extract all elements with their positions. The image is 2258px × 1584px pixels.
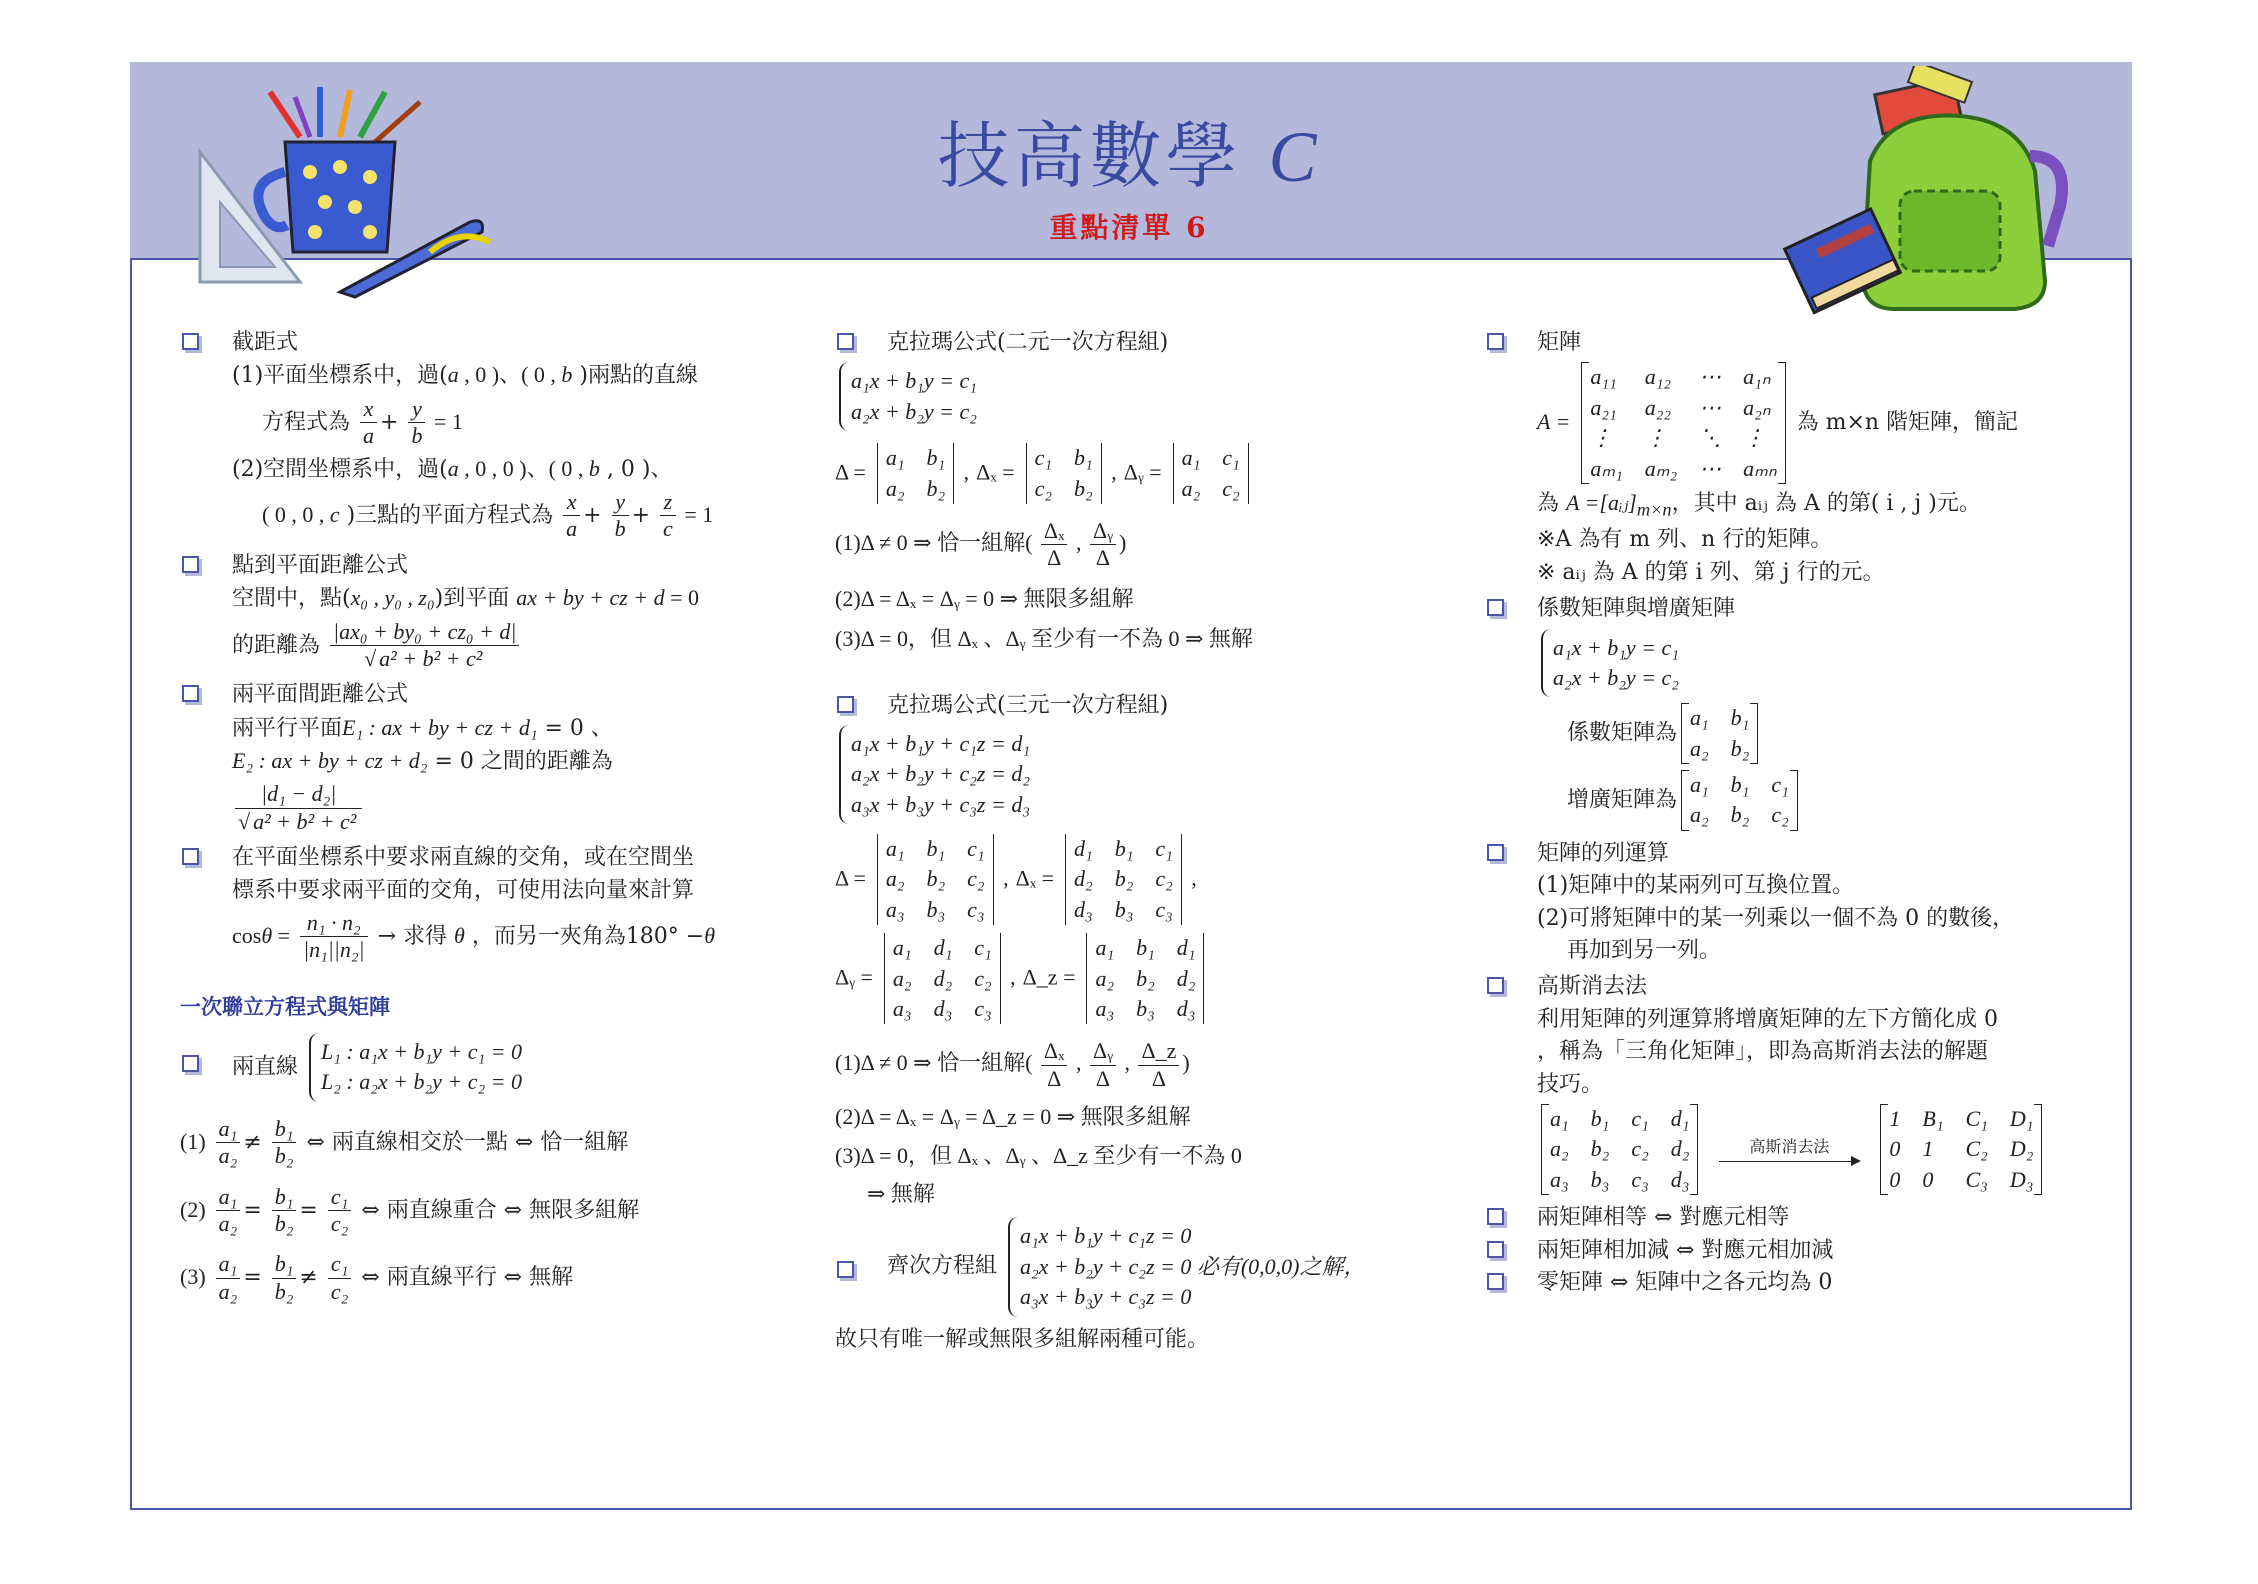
- matrix-entry: d₂: [1176, 965, 1196, 991]
- bullet-icon: [1487, 1241, 1504, 1258]
- matrix-entry: c₁: [1771, 772, 1789, 798]
- matrix-entry: a₂₁: [1590, 394, 1617, 420]
- matrix-entry: c₃: [967, 896, 985, 922]
- matrix-entry: a₂: [1550, 1136, 1569, 1162]
- matrix-coef: [1690, 705, 1749, 762]
- matrix-entry: b₂: [1730, 735, 1750, 761]
- row-operations-item: 矩陣的列運算 (1)矩陣中的某兩列可互換位置。 (2)可將矩陣中的某一列乘以一個不為 0 的數後， 再加到另一列。: [1485, 841, 2125, 965]
- bullet-icon: [182, 556, 199, 573]
- gaussian-elimination-item: 高斯消去法 利用矩陣的列運算將增廣矩陣的左下方簡化成 0 ，稱為「三角化矩陣」，即為高斯消去法的解題 技巧。 a₁ b₁ c₁ d₁ a₂ b₂ c₂ d₂ a₃ b₃ c₃ d₃ 高斯消去法 1 B₁ C₁ D₁ 0 1 C₂ D₂ 0 0 C₃ D₃: [1485, 974, 2125, 1195]
- matrix-entry: b₁: [1136, 935, 1155, 961]
- intercept-form-item: 截距式 (1)平面坐標系中，過(a , 0 )、( 0 , b )兩點的直線 方程式為 $\frac{x}{a}$ + $\frac{y}{b}$ = 1 (2)空間坐標系中，過(a , 0 , 0 )、( 0 , b , 0 )、 ( 0 , 0 , c )三點的平面方程式為 $\frac{x}{a}$ + $\frac{y}{b}$ + $\frac{z}{c}$ = 1: [180, 330, 780, 543]
- matrix-d2: [886, 445, 945, 502]
- matrix-entry: a₁ₙ: [1743, 364, 1771, 390]
- item-heading: 係數矩陣與增廣矩陣: [1537, 596, 1736, 622]
- matrix-entry: a₁: [892, 935, 912, 961]
- matrix-entry: d₁: [1074, 836, 1093, 862]
- matrix-entry: a₁₁: [1590, 364, 1617, 390]
- arrow-icon: 高斯消去法: [1719, 1137, 1859, 1161]
- matrix-entry: ⋯: [1699, 394, 1722, 420]
- matrix-entry: d₁: [1176, 935, 1196, 961]
- matrix-entry: d₃: [1670, 1166, 1690, 1192]
- coefficient-matrix-item: 係數矩陣與增廣矩陣 a₁x + b₁y = c₁ a₂x + b₂y = c₂ 係數矩陣為 a₁ b₁ a₂ b₂ 增廣矩陣為 a₁ b₁ c₁ a₂ b₂ c₂: [1485, 596, 2125, 831]
- matrix-entry: a₃: [1095, 996, 1115, 1022]
- matrix-entry: a₃: [892, 996, 912, 1022]
- matrix-entry: d₁: [933, 935, 953, 961]
- matrix-entry: a₃: [1550, 1166, 1569, 1192]
- matrix-entry: b₂: [1590, 1136, 1610, 1162]
- column-1: [180, 330, 780, 1315]
- matrix-entry: b₂: [926, 866, 946, 892]
- bullet-icon: [182, 685, 199, 702]
- matrix-entry: b₃: [926, 896, 946, 922]
- matrix-entry: b₁: [1590, 1105, 1610, 1131]
- item-heading: 截距式: [232, 330, 299, 355]
- matrix-entry: 0: [1889, 1136, 1901, 1162]
- matrix-dy3: [893, 935, 992, 1022]
- matrix-entry: a₁: [885, 445, 905, 471]
- matrix-entry: d₂: [1074, 866, 1093, 892]
- matrix-entry: b₂: [1114, 866, 1134, 892]
- cramer-3-item: 克拉瑪公式(三元一次方程組) a₁x + b₁y + c₁z = d₁ a₂x + b₂y + c₂z = d₂ a₃x + b₃y + c₃z = d₃ Δ = a₁ b₁ c₁ a₂ b₂ c₂ a₃ b₃ c₃ , Δₓ = d₁ b₁ c₁ d₂ b₂ c₂ d₃ b₃ c₃ , Δᵧ = a₁ d₁ c₁ a₂ d₂ c₂ a₃ d₃ c₃ , Δ_z = a₁ b₁ d₁ a₂ b₂ d₂ a₃ b₃ d₃ (1)Δ ≠ 0 ⇒ 恰一組解( $\frac{\text{Δₓ}}{\Delta}$ , $\frac{\text{Δᵧ}}{\Delta}$ , $\frac{\Delta\_z}{\Delta}$ ) (2)Δ = Δₓ = Δᵧ = Δ_z = 0 ⇒ 無限多組解 (3)Δ = 0，但 Δₓ 、Δᵧ 、Δ_z 至少有一不為 0 ⇒ 無解: [835, 693, 1455, 1208]
- bullet-icon: [1487, 1273, 1504, 1290]
- matrix-entry: d₁: [1670, 1105, 1690, 1131]
- matrix-item: 矩陣 A = a₁₁ a₁₂ ⋯ a₁ₙ a₂₁ a₂₂ ⋯ a₂ₙ ⋮ ⋮ ⋱ ⋮ aₘ₁ aₘ₂ ⋯ aₘₙ 為 m×n 階矩陣，簡記 為 $A =[aᵢⱼ]_{m\times n}$，其中 aᵢⱼ 為 A 的第( i , j )元。 ※A 為有 m 列、n 行的矩陣。 ※ aᵢⱼ 為 A 的第 i 列、第 j 行的元。: [1485, 330, 2125, 586]
- item-heading: 高斯消去法: [1537, 974, 1648, 1000]
- bullet-icon: [1487, 844, 1504, 861]
- matrix-entry: b₁: [1730, 772, 1750, 798]
- zero-matrix-item: 零矩陣 ⇔ 矩陣中之各元均為 0: [1485, 1270, 2125, 1296]
- section-heading: 一次聯立方程式與矩陣: [180, 993, 390, 1019]
- matrix-entry: d₂: [1670, 1136, 1690, 1162]
- matrix-entry: b₁: [926, 445, 946, 471]
- matrix-entry: c₂: [974, 965, 992, 991]
- matrix-entry: a₃: [885, 896, 905, 922]
- matrix-dx3: [1074, 836, 1173, 923]
- matrix-entry: b₃: [1114, 896, 1134, 922]
- cramer-2-item: 克拉瑪公式(二元一次方程組) a₁x + b₁y = c₁ a₂x + b₂y = c₂ Δ = a₁ b₁ a₂ b₂ , Δₓ = c₁ b₁ c₂ b₂ , Δᵧ = a₁ c₁ a₂ c₂ (1)Δ ≠ 0 ⇒ 恰一組解( $\frac{\text{Δₓ}}{\Delta}$ , $\frac{\text{Δᵧ}}{\Delta}$ ) (2)Δ = Δₓ = Δᵧ = 0 ⇒ 無限多組解 (3)Δ = 0，但 Δₓ 、Δᵧ 至少有一不為 0 ⇒ 無解: [835, 330, 1455, 653]
- homogeneous-item: 齊次方程組 a₁x + b₁y + c₁z = 0 a₂x + b₂y + c₂z = 0 必有(0,0,0)之解， a₃x + b₃y + c₃z = 0 故只有唯一解或無限多組解兩種可能。: [835, 1217, 1455, 1353]
- matrix-A: [1590, 364, 1776, 482]
- matrix-entry: b₃: [1136, 996, 1155, 1022]
- matrix-entry: aₘₙ: [1743, 455, 1777, 481]
- matrix-entry: b₁: [1730, 705, 1750, 731]
- matrix-entry: C₁: [1965, 1105, 1988, 1131]
- matrix-entry: c₁: [967, 836, 985, 862]
- item-heading: 兩平面間距離公式: [232, 682, 409, 708]
- matrix-entry: D₁: [2009, 1105, 2034, 1131]
- matrix-entry: a₂: [892, 965, 912, 991]
- bullet-icon: [1487, 977, 1504, 994]
- matrix-entry: 0: [1922, 1166, 1934, 1192]
- matrix-entry: c₁: [1155, 836, 1173, 862]
- item-heading: 克拉瑪公式(二元一次方程組): [887, 330, 1169, 355]
- bullet-icon: [1487, 1208, 1504, 1225]
- matrix-entry: d₂: [933, 965, 953, 991]
- matrix-gauss_right: [1889, 1106, 2033, 1193]
- bullet-icon: [837, 696, 854, 713]
- matrix-entry: c₁: [1222, 445, 1240, 471]
- matrix-entry: d₃: [933, 996, 953, 1022]
- matrix-entry: B₁: [1922, 1105, 1944, 1131]
- matrix-aug: [1690, 772, 1789, 829]
- matrix-entry: a₂ₙ: [1743, 394, 1771, 420]
- matrix-entry: c₂: [1631, 1136, 1649, 1162]
- matrix-gauss_left: [1550, 1106, 1689, 1193]
- matrix-entry: a₁: [1181, 445, 1201, 471]
- plane-to-plane-item: 兩平面間距離公式 兩平行平面E₁ : ax + by + cz + d₁ = 0 、 E₂ : ax + by + cz + d₂ = 0 之間的距離為 $\frac{\text{|d₁ − d₂|}}{\text{√ a² + b² + c²}}$: [180, 682, 780, 835]
- matrix-entry: a₂: [1095, 965, 1115, 991]
- matrix-entry: a₂: [1181, 475, 1201, 501]
- matrix-entry: a₁: [885, 836, 905, 862]
- matrix-entry: b₂: [1730, 802, 1750, 828]
- matrix-entry: a₁: [1095, 935, 1115, 961]
- matrix-entry: b₁: [1114, 836, 1134, 862]
- matrix-entry: c₃: [1631, 1166, 1649, 1192]
- matrix-entry: 0: [1889, 1166, 1901, 1192]
- matrix-entry: a₂: [885, 866, 905, 892]
- normal-vector-item: 在平面坐標系中要求兩直線的交角，或在空間坐 標系中要求兩平面的交角，可使用法向量來計算 cosθ = $\frac{\text{n₁ · n₂}}{\text{|n₁||n₂|}}$ → 求得 θ ，而另一夾角為180° −θ: [180, 845, 780, 964]
- matrix-entry: D₂: [2009, 1136, 2034, 1162]
- matrix-dy2: [1182, 445, 1240, 502]
- item-heading: 點到平面距離公式: [232, 552, 409, 578]
- page-title: 技高數學 C: [937, 114, 1321, 198]
- page-subtitle: 重點清單 6: [1049, 211, 1209, 244]
- matrix-entry: c₂: [1771, 802, 1789, 828]
- matrix-entry: c₂: [1222, 475, 1240, 501]
- matrix-entry: a₂: [885, 475, 905, 501]
- bullet-icon: [1487, 333, 1504, 350]
- matrix-entry: D₃: [2009, 1166, 2034, 1192]
- matrix-entry: a₂: [1690, 802, 1709, 828]
- matrix-entry: aₘ₂: [1644, 455, 1678, 481]
- matrix-entry: d₃: [1074, 896, 1093, 922]
- matrix-dz3: [1095, 935, 1195, 1022]
- matrix-entry: b₂: [926, 475, 946, 501]
- matrix-entry: c₂: [1034, 475, 1053, 501]
- matrix-entry: b₂: [1136, 965, 1155, 991]
- point-to-plane-item: 點到平面距離公式 空間中，點(x₀ , y₀ , z₀)到平面 ax + by + cz + d = 0 的距離為 $\frac{\text{|ax₀ + by₀ + cz₀ + d|}}{\text{√ a² + b² + c²}}$: [180, 553, 780, 673]
- matrix-entry: c₁: [1631, 1105, 1649, 1131]
- two-lines-item: 兩直線 L₁ : a₁x + b₁y + c₁ = 0 L₂ : a₂x + b₂y + c₂ = 0 (1) $\frac{\text{a₁}}{\text{a₂}}$ ≠ $\frac{\text{b₁}}{\text{b₂}}$ ⇔ 兩直線相交於一點 ⇔ 恰一組解 (2) $\frac{\text{a₁}}{\text{a₂}}$ = $\frac{\text{b₁}}{\text{b₂}}$ = $\frac{\text{c₁}}{\text{c₂}}$ ⇔ 兩直線重合 ⇔ 無限多組解 (3) $\frac{\text{a₁}}{\text{a₂}}$ = $\frac{\text{b₁}}{\text{b₂}}$ ≠ $\frac{\text{c₁}}{\text{c₂}}$ ⇔ 兩直線平行 ⇔ 無解: [180, 1033, 780, 1305]
- matrix-entry: b₁: [926, 836, 946, 862]
- matrix-entry: aₘ₁: [1590, 455, 1623, 481]
- matrix-entry: a₁: [1550, 1105, 1569, 1131]
- matrix-entry: a₂₂: [1644, 394, 1672, 420]
- matrix-entry: b₃: [1590, 1166, 1610, 1192]
- matrix-entry: a₁: [1690, 772, 1709, 798]
- item-heading: 矩陣的列運算: [1537, 840, 1670, 866]
- column-3: [1485, 330, 2125, 1306]
- matrix-entry: C₃: [1965, 1166, 1988, 1192]
- bullet-icon: [837, 333, 854, 350]
- matrix-entry: b₂: [1074, 475, 1093, 501]
- matrix-entry: ⋮: [1743, 425, 1766, 451]
- bullet-icon: [182, 848, 199, 865]
- matrix-entry: c₁: [1034, 445, 1053, 471]
- bullet-icon: [182, 1055, 199, 1072]
- matrix-entry: c₃: [1155, 896, 1173, 922]
- matrix-entry: a₁₂: [1644, 364, 1672, 390]
- bullet-icon: [837, 1261, 854, 1278]
- matrix-entry: c₃: [974, 996, 992, 1022]
- matrix-entry: C₂: [1965, 1136, 1988, 1162]
- item-heading: 矩陣: [1537, 330, 1582, 355]
- matrix-entry: ⋯: [1699, 455, 1722, 481]
- matrix-equal-item: 兩矩陣相等 ⇔ 對應元相等: [1485, 1205, 2125, 1231]
- matrix-addsub-item: 兩矩陣相加減 ⇔ 對應元相加減: [1485, 1238, 2125, 1264]
- matrix-d3: [886, 836, 985, 923]
- matrix-entry: a₁: [1690, 705, 1709, 731]
- bullet-icon: [1487, 599, 1504, 616]
- item-heading: 克拉瑪公式(三元一次方程組): [887, 692, 1169, 718]
- matrix-entry: 1: [1889, 1105, 1901, 1131]
- matrix-entry: ⋱: [1699, 425, 1722, 451]
- matrix-entry: 1: [1922, 1136, 1934, 1162]
- column-2: [835, 330, 1455, 1363]
- matrix-entry: c₂: [1155, 866, 1173, 892]
- matrix-dx2: [1035, 445, 1093, 502]
- matrix-entry: c₁: [974, 935, 992, 961]
- matrix-entry: c₂: [967, 866, 985, 892]
- matrix-entry: ⋮: [1644, 425, 1667, 451]
- matrix-entry: ⋮: [1590, 425, 1613, 451]
- matrix-entry: d₃: [1176, 996, 1196, 1022]
- matrix-entry: a₂: [1690, 735, 1709, 761]
- bullet-icon: [182, 333, 199, 350]
- matrix-entry: b₁: [1074, 445, 1093, 471]
- matrix-entry: ⋯: [1699, 364, 1722, 390]
